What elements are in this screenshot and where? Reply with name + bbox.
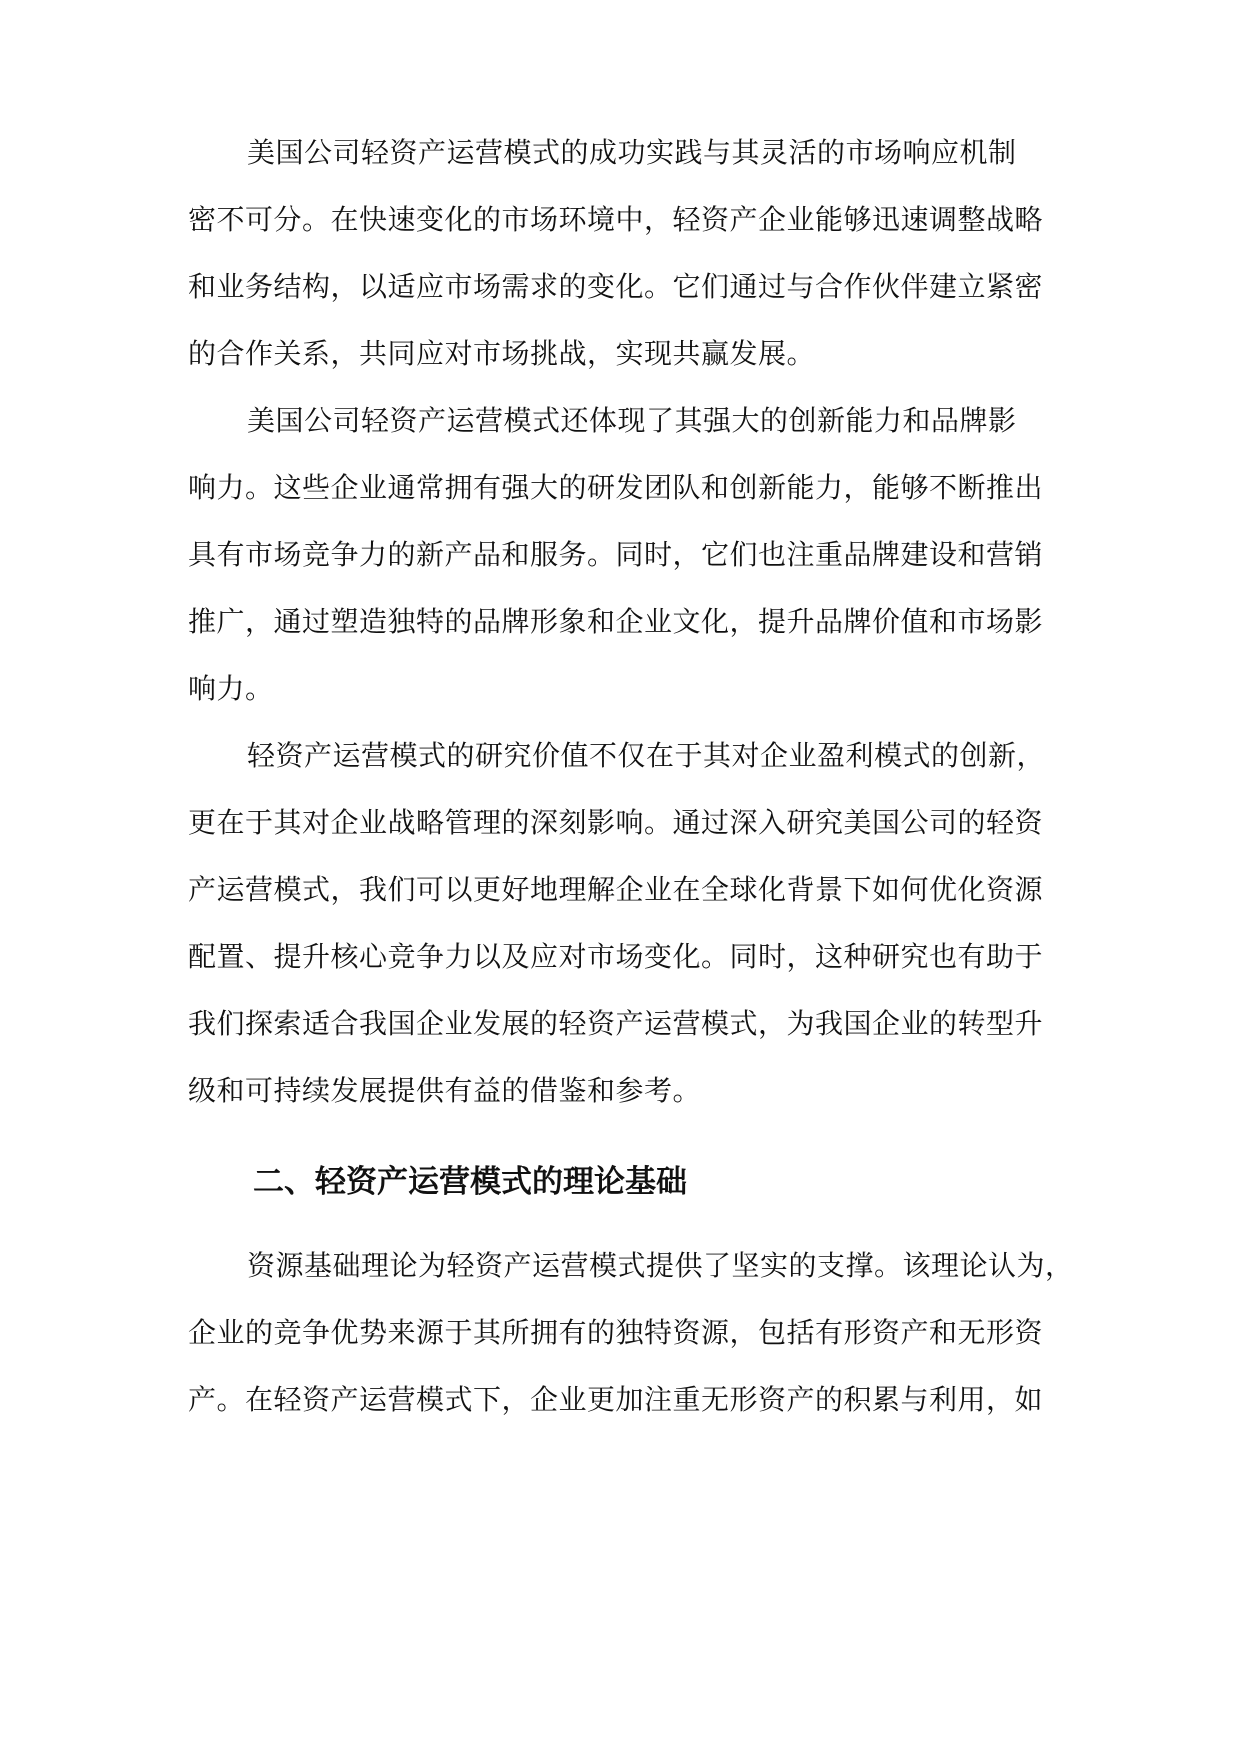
paragraph-3-line-5: 我们探索适合我国企业发展的轻资产运营模式，为我国企业的转型升	[188, 1007, 1044, 1040]
paragraph-1-line-3: 和业务结构，以适应市场需求的变化。它们通过与合作伙伴建立紧密	[188, 270, 1044, 303]
section-paragraph-line-1: 资源基础理论为轻资产运营模式提供了坚实的支撑。该理论认为，	[247, 1249, 1074, 1282]
paragraph-2-line-1: 美国公司轻资产运营模式还体现了其强大的创新能力和品牌影	[247, 404, 1017, 437]
paragraph-2-line-4: 推广，通过塑造独特的品牌形象和企业文化，提升品牌价值和市场影	[188, 605, 1044, 638]
section-paragraph-line-2: 企业的竞争优势来源于其所拥有的独特资源，包括有形资产和无形资	[188, 1316, 1044, 1349]
paragraph-3-line-2: 更在于其对企业战略管理的深刻影响。通过深入研究美国公司的轻资	[188, 806, 1044, 839]
paragraph-1-line-4: 的合作关系，共同应对市场挑战，实现共赢发展。	[188, 337, 816, 370]
paragraph-1-line-1: 美国公司轻资产运营模式的成功实践与其灵活的市场响应机制	[247, 136, 1017, 169]
section-paragraph-line-3: 产。在轻资产运营模式下，企业更加注重无形资产的积累与利用，如	[188, 1383, 1044, 1416]
paragraph-2-line-5: 响力。	[188, 672, 274, 705]
section-heading: 二、轻资产运营模式的理论基础	[253, 1164, 687, 1200]
paragraph-3-line-1: 轻资产运营模式的研究价值不仅在于其对企业盈利模式的创新，	[247, 739, 1046, 772]
paragraph-2-line-2: 响力。这些企业通常拥有强大的研发团队和创新能力，能够不断推出	[188, 471, 1044, 504]
paragraph-3-line-6: 级和可持续发展提供有益的借鉴和参考。	[188, 1074, 702, 1107]
paragraph-3-line-3: 产运营模式，我们可以更好地理解企业在全球化背景下如何优化资源	[188, 873, 1044, 906]
paragraph-2-line-3: 具有市场竞争力的新产品和服务。同时，它们也注重品牌建设和营销	[188, 538, 1044, 571]
paragraph-3-line-4: 配置、提升核心竞争力以及应对市场变化。同时，这种研究也有助于	[188, 940, 1044, 973]
paragraph-1-line-2: 密不可分。在快速变化的市场环境中，轻资产企业能够迅速调整战略	[188, 203, 1044, 236]
